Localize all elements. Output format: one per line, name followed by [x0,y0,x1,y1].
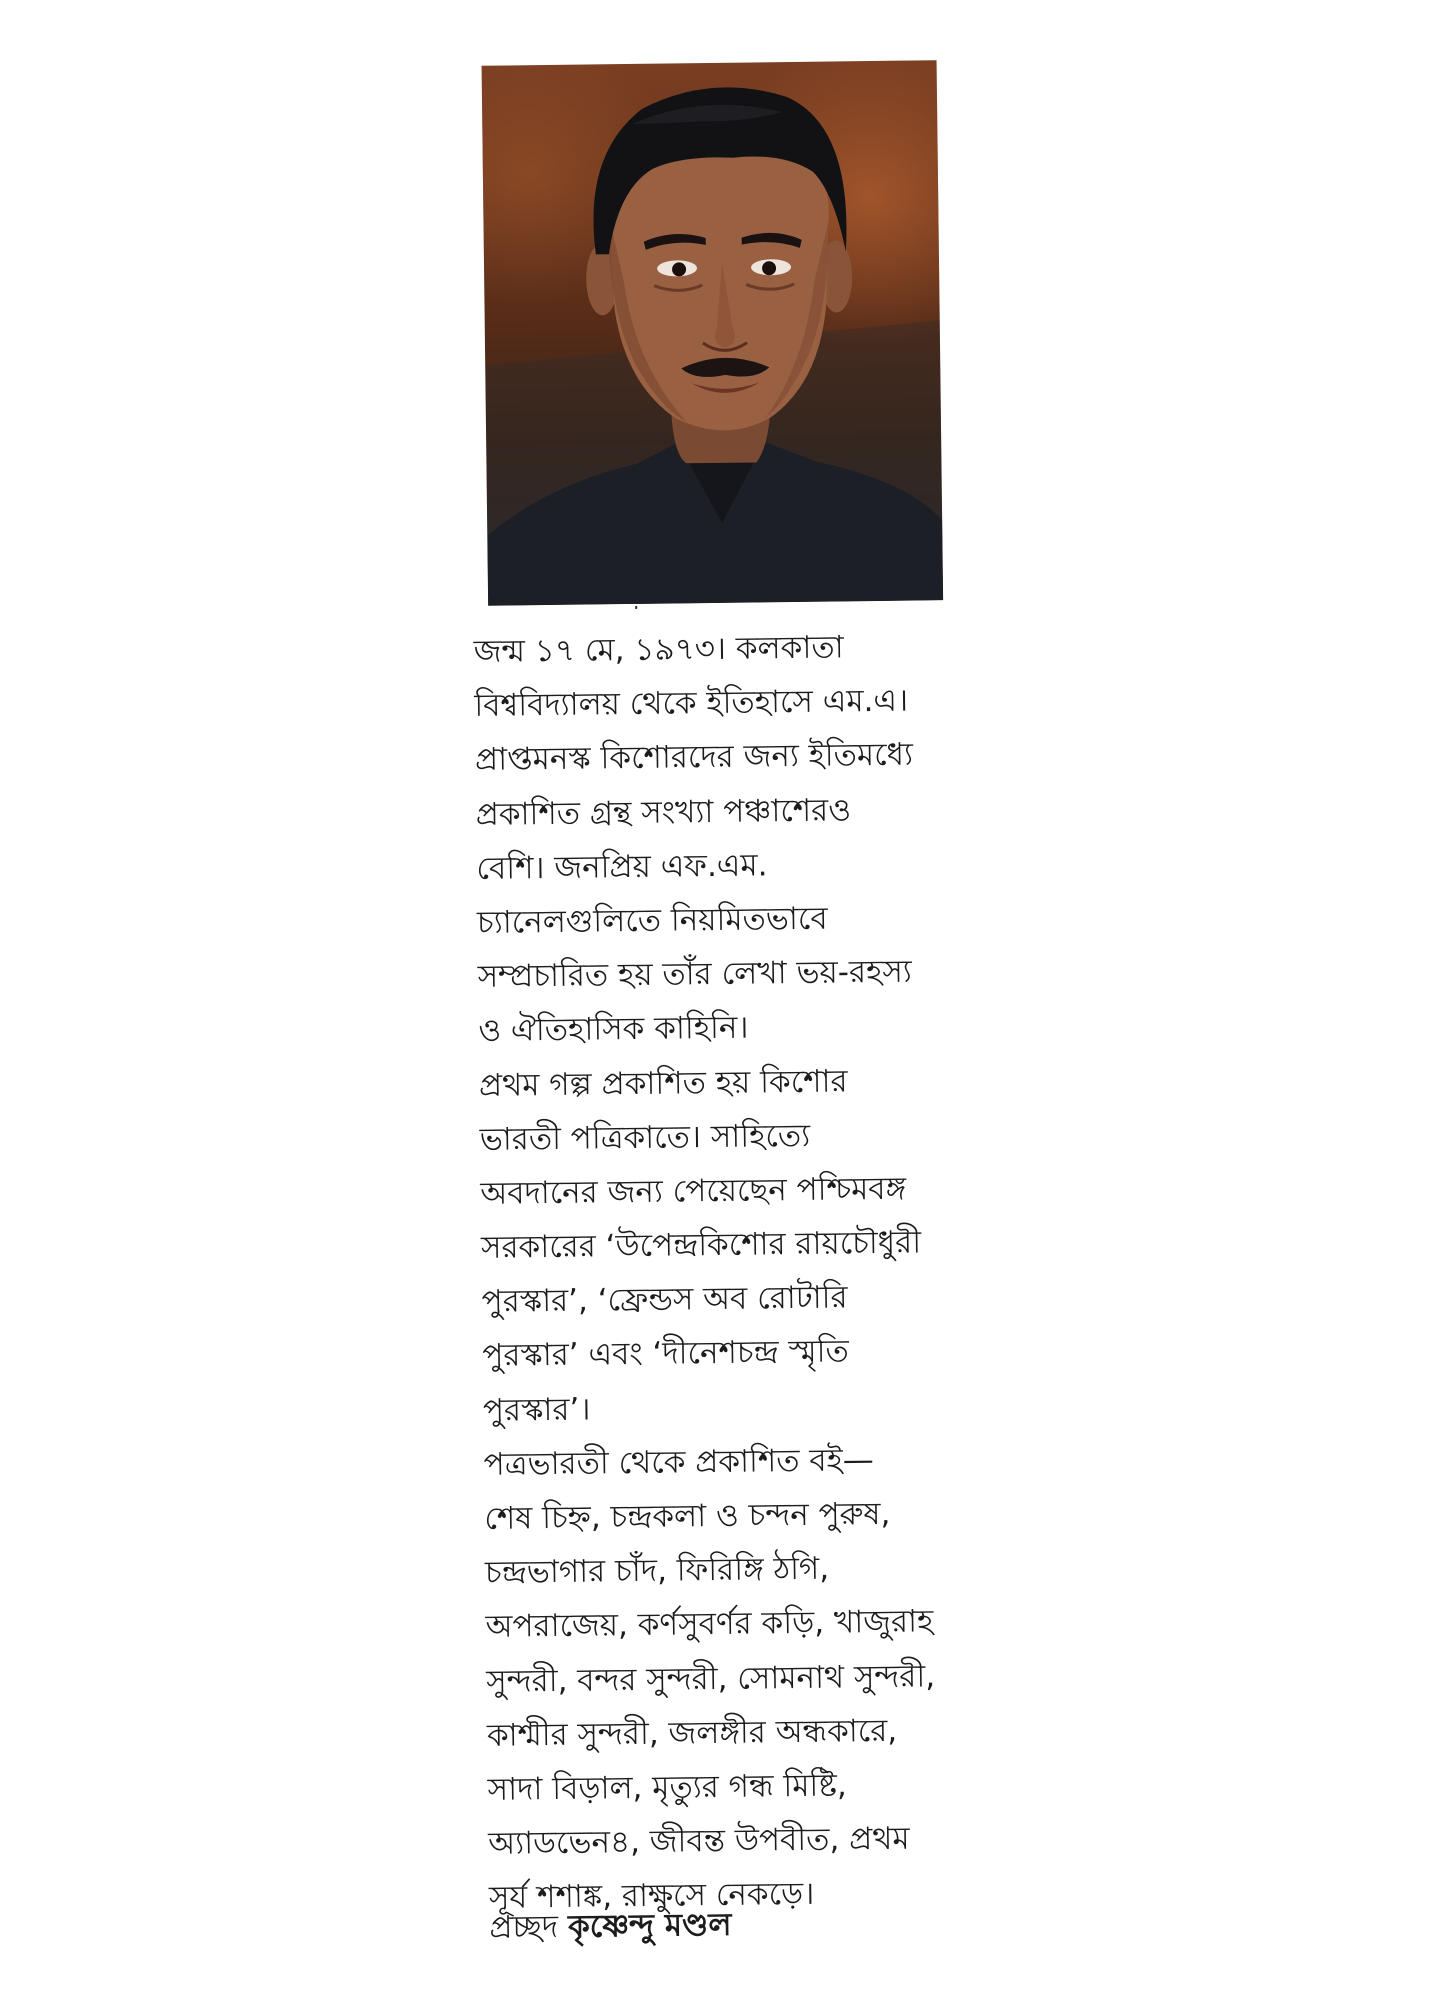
author-bio [473,619,1009,1926]
bio-line: সাদা বিড়াল, মৃত্যুর গন্ধ মিষ্টি, [487,1767,847,1808]
bio-line: ও ঐতিহাসিক কাহিনি। [478,1009,749,1050]
bio-line: পত্রভারতী থেকে প্রকাশিত বই— [483,1441,874,1483]
bio-line: বেশি। জনপ্রিয় এফ.এম. [476,847,768,887]
bio-line: পুরস্কার’ এবং ‘দীনেশচন্দ্র স্মৃতি [482,1333,849,1375]
bio-line: অ্যাডভেন৪, জীবন্ত উপবীত, প্রথম [488,1820,910,1862]
author-photo [482,60,944,606]
bio-line: সূর্য শশাঙ্ক, রাক্ষুসে নেকড়ে। [488,1876,815,1917]
print-speck [635,606,637,609]
cover-designer-name: কৃষ্ণেন্দু মণ্ডল [567,1906,732,1945]
bio-line: কাশ্মীর সুন্দরী, জলঙ্গীর অন্ধকারে, [486,1712,898,1754]
bio-line: অপরাজেয়, কর্ণসুবর্ণর কড়ি, খাজুরাহ [485,1603,934,1646]
bio-line: চ্যানেলগুলিতে নিয়মিতভাবে [476,900,828,941]
bio-line: জন্ম ১৭ মে, ১৯৭৩। কলকাতা [473,629,844,670]
bio-line: শেষ চিহ্ন, চন্দ্রকলা ও চন্দন পুরুষ, [484,1495,891,1537]
bio-line: প্রাপ্তমনস্ক কিশোরদের জন্য ইতিমধ্যে [474,736,914,779]
bio-line: পুরস্কার’, ‘ফ্রেন্ডস অব রোটারি [481,1279,848,1321]
bio-line: প্রথম গল্প প্রকাশিত হয় কিশোর [478,1062,848,1104]
bio-line: পুরস্কার’। [482,1391,591,1429]
bio-line: চন্দ্রভাগার চাঁদ, ফিরিঙ্গি ঠগি, [484,1550,830,1592]
bio-line: অবদানের জন্য পেয়েছেন পশ্চিমবঙ্গ [480,1170,907,1212]
bio-line: ভারতী পত্রিকাতে। সাহিত্যে [479,1117,811,1158]
cover-design-credit [489,1905,732,1948]
author-portrait-icon [482,60,944,606]
bio-line: প্রকাশিত গ্রন্থ সংখ্যা পঞ্চাশেরও [475,791,852,833]
bio-line: সুন্দরী, বন্দর সুন্দরী, সোমনাথ সুন্দরী, [486,1657,936,1700]
bio-line: বিশ্ববিদ্যালয় থেকে ইতিহাসে এম.এ। [474,682,909,725]
bio-line: সম্প্রচারিত হয় তাঁর লেখা ভয়-রহস্য [477,953,913,996]
bio-line: সরকারের ‘উপেন্দ্রকিশোর রায়চৌধুরী [480,1224,922,1266]
cover-credit-label: প্রচ্ছদ [489,1908,559,1946]
